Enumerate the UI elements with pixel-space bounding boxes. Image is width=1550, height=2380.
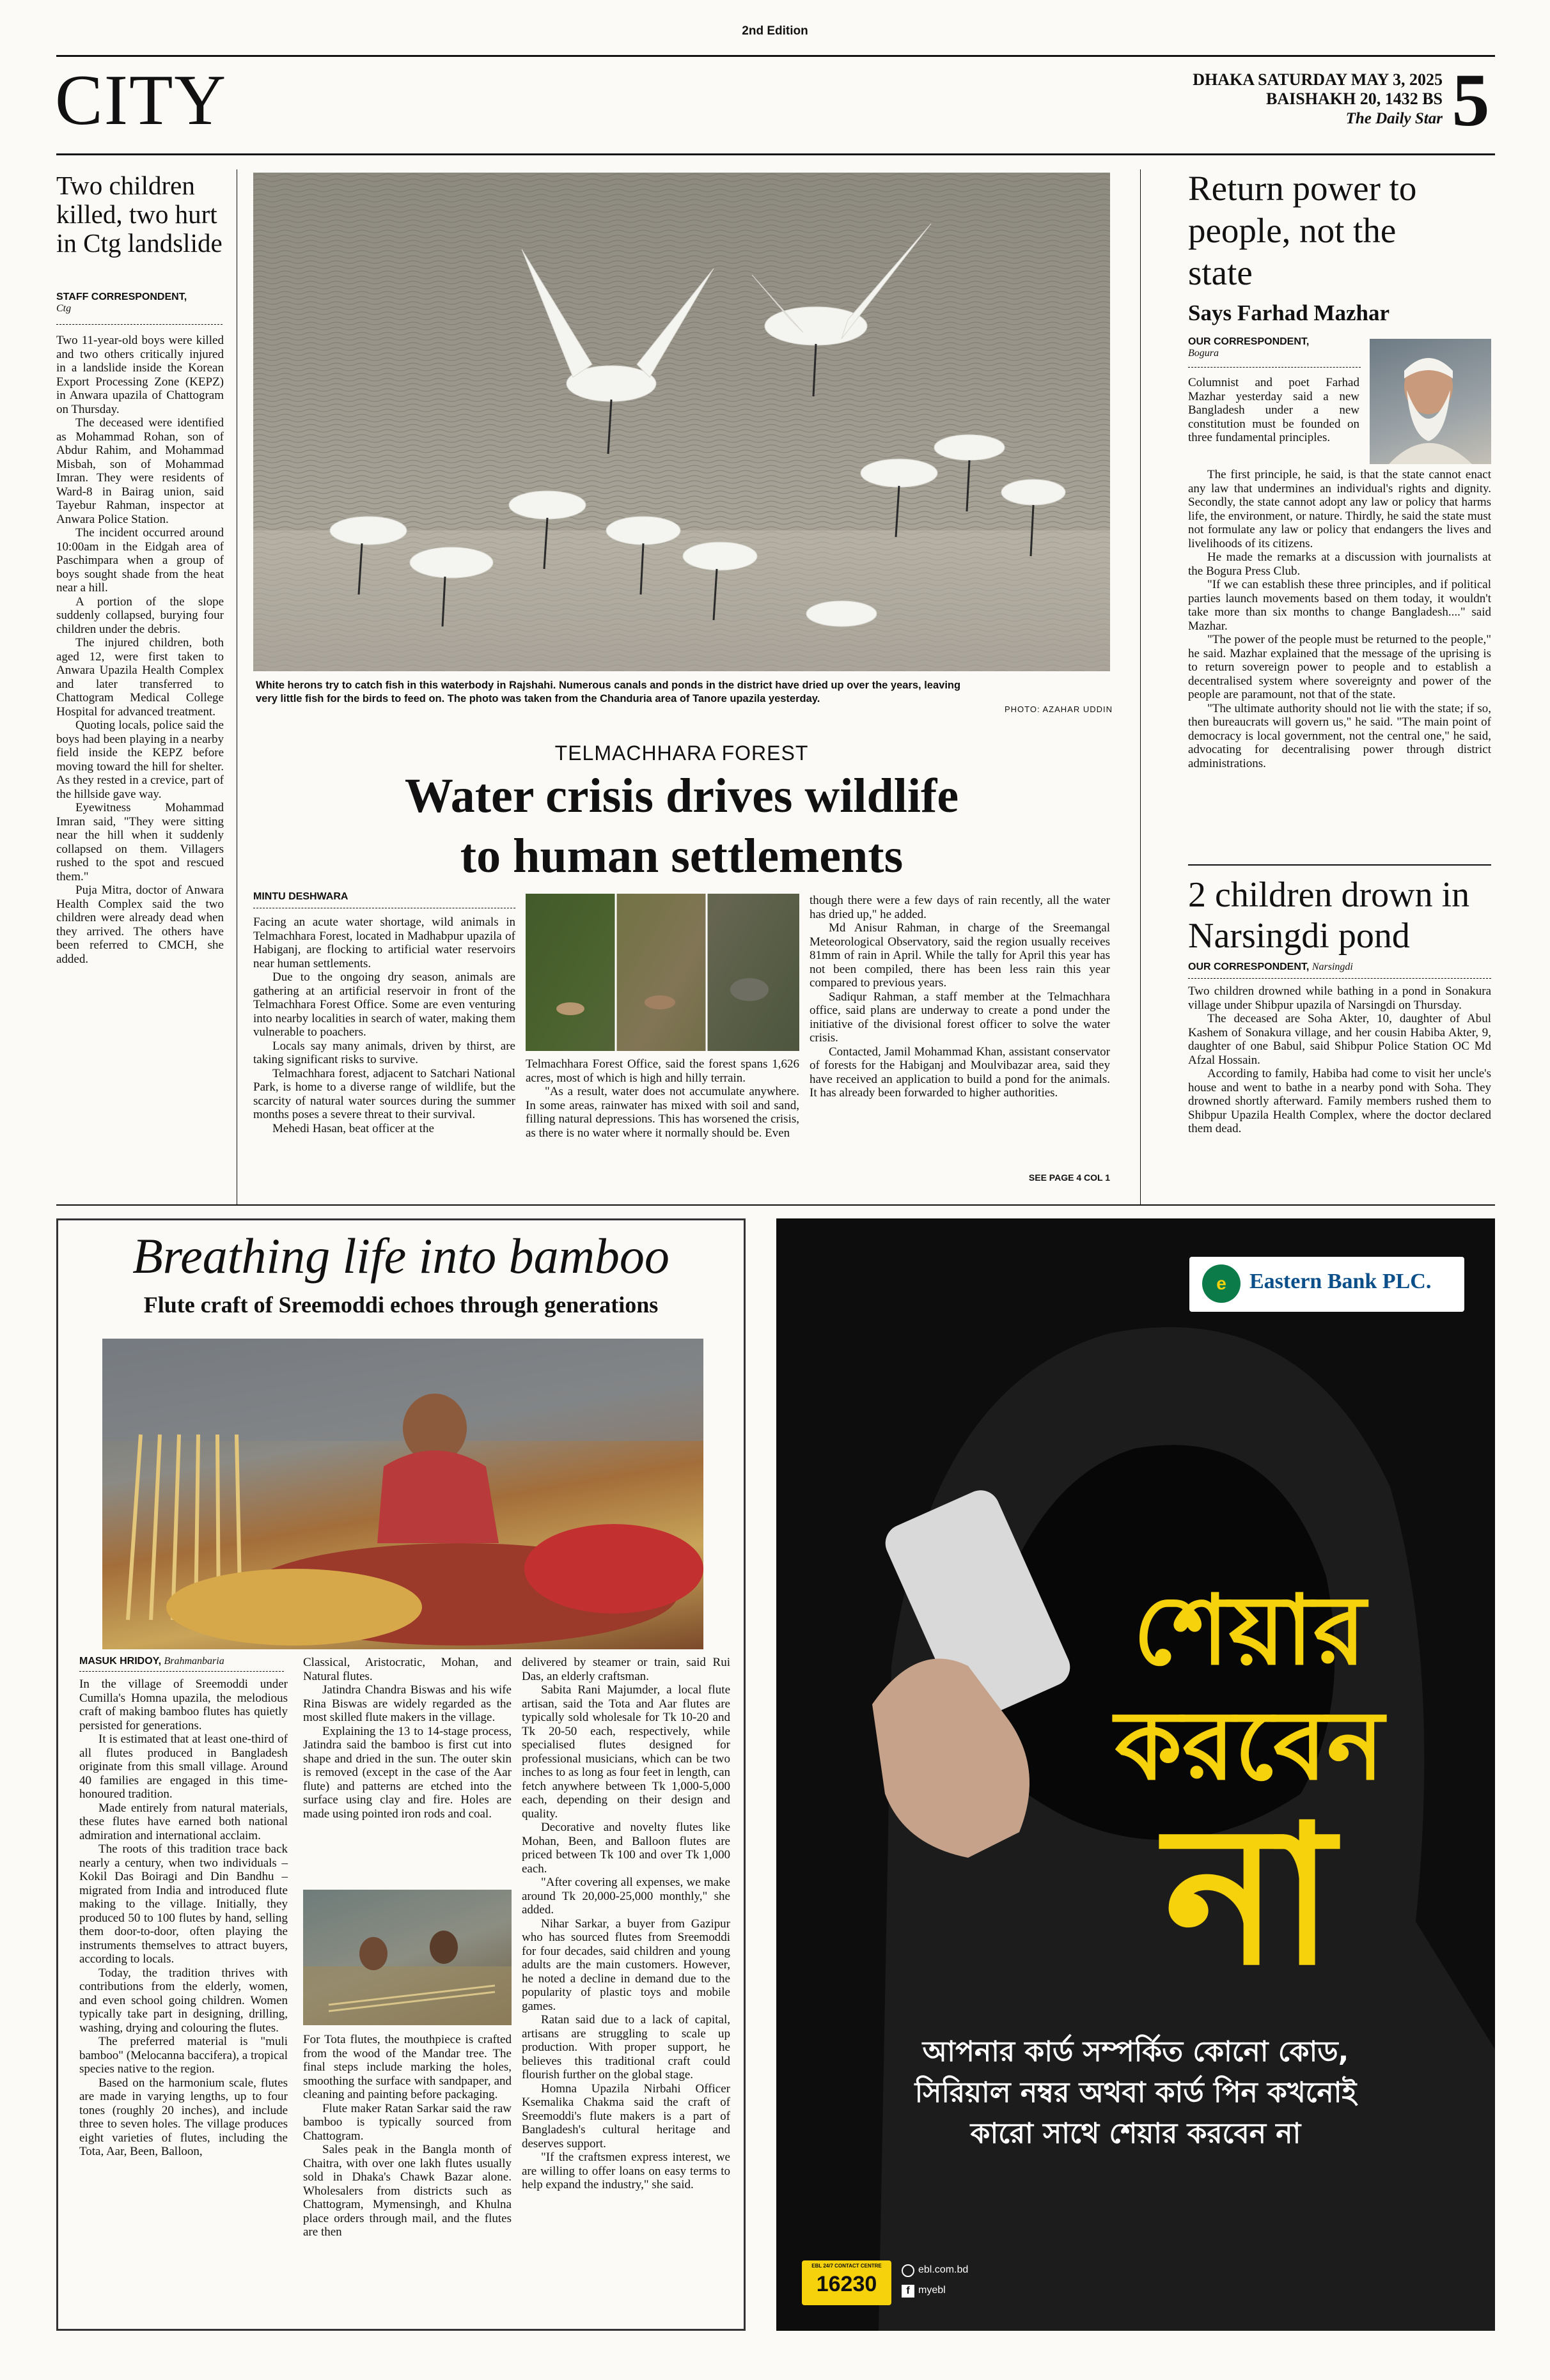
paper-logo: The Daily Star — [1345, 110, 1443, 127]
paragraph: "The ultimate authority should not lie with the state; if so, then bureaucrats will govern us," he said. "The main point of democracy is local government, not the central one," he said, advocating for decentralising power through district administrations. — [1188, 701, 1491, 770]
paragraph: The roots of this tradition trace back nearly a century, when two individuals – Kokil Das Boiragi and Din Bandhu – migrated from India and introduced flute making to the village. Initially, they produced 50 to 100 flutes by hand, selling them door-to-door, often playing the instruments themselves to attract buyers, according to locals. — [79, 1842, 288, 1966]
heron-illustration — [253, 173, 1110, 671]
mid-page-rule — [56, 1204, 1495, 1206]
ebl-ad — [776, 1218, 1495, 2331]
narsingdi-byline-rule — [1188, 978, 1491, 979]
edition-label: 2nd Edition — [742, 24, 808, 38]
bamboo-col1 — [79, 1677, 288, 2159]
paragraph: The first principle, he said, is that the state cannot enact any law that undermines an individual's rights and dignity. Secondly, the state cannot adopt any law or policy that harms life, the environment, or nature. Thirdly, he said the state must not formulate any law or policy that endangers the lives and livelihoods of its citizens. — [1188, 468, 1491, 550]
bamboo-byline: MASUK HRIDOY, Brahmanbaria — [79, 1656, 224, 1667]
water-byline: MINTU DESHWARA — [253, 891, 348, 902]
paragraph: In the village of Sreemoddi under Cumilla's Homna upazila, the melodious craft of making bamboo flutes has quietly persisted for generations. — [79, 1677, 288, 1732]
bamboo-col3 — [522, 1656, 730, 2192]
dateline: DHAKA SATURDAY MAY 3, 2025 — [1193, 70, 1443, 89]
paragraph: The preferred material is "muli bamboo" (Melocanna baccifera), a tropical species native to the region. — [79, 2035, 288, 2076]
narsingdi-byline: OUR CORRESPONDENT, Narsingdi — [1188, 961, 1353, 972]
paragraph: Telmachhara forest, adjacent to Satchari National Park, is home to a diverse range of wildlife, but the scarcity of natural water sources during the summer months poses a severe threat to their survival. — [253, 1066, 515, 1121]
paragraph: He made the remarks at a discussion with journalists at the Bogura Press Club. — [1188, 550, 1491, 578]
landslide-body — [56, 334, 224, 966]
ad-body-line3: কারো সাথে শেয়ার করবেন না — [970, 2117, 1301, 2150]
narsingdi-body — [1188, 984, 1491, 1136]
wildlife-illustration — [526, 894, 799, 1051]
paragraph: Facing an acute water shortage, wild animals in Telmachhara Forest, located in Madhabpur upazila of Habiganj, are flocking to artificial water reservoirs near human settlements. — [253, 915, 515, 970]
ad-headline-line3: না — [1164, 1784, 1335, 2007]
paragraph: Jatindra Chandra Biswas and his wife Rina Biswas are widely regarded as the most skilled flute makers in the village. — [303, 1683, 512, 1724]
mazhar-headline: Return power to people, not the state — [1188, 169, 1417, 292]
paragraph: The incident occurred around 10:00am in the Eidgah area of Paschimpara when a group of boys sought shade from the heat near a hill. — [56, 526, 224, 595]
hotline-label: EBL 24/7 CONTACT CENTRE — [811, 2263, 882, 2269]
flute-maker-photo — [102, 1339, 703, 1649]
paragraph: Made entirely from natural materials, these flutes have earned both national admiration and international acclaim. — [79, 1801, 288, 1842]
hotline-number: 16230 — [816, 2272, 877, 2296]
paragraph: The injured children, both aged 12, were first taken to Anwara Upazila Health Complex and later transferred to Chattogram Medical College Hospital for advanced treatment. — [56, 636, 224, 719]
paragraph: Two 11-year-old boys were killed and two others critically injured in a landslide inside the Korean Export Processing Zone (KEPZ) in Anwara upazila of Chattogram on Thursday. — [56, 334, 224, 416]
paragraph: Nihar Sarkar, a buyer from Gazipur who has sourced flutes from Sreemoddi for four decades, said children and young adults are the main customers. However, he noted a decline in demand due to the popularity of plastic toys and mobile games. — [522, 1917, 730, 2013]
paragraph: Flute maker Ratan Sarkar said the raw bamboo is typically sourced from Chattogram. — [303, 2101, 512, 2143]
narsingdi-headline: 2 children drown in Narsingdi pond — [1188, 875, 1470, 956]
paragraph: A portion of the slope suddenly collapsed, burying four children under the debris. — [56, 595, 224, 636]
water-col1 — [253, 915, 515, 1135]
workshop-illustration — [303, 1890, 512, 2025]
ad-headline-line2: করবেন — [1115, 1690, 1384, 1801]
paragraph: The deceased are Soha Akter, 10, daughter of Abul Kashem of Sonakura village, and her cousin Habiba Akter, 9, daughter of one Babul, said Shibpur Police Station OC Md Afzal Hossain. — [1188, 1012, 1491, 1067]
paragraph: "As a result, water does not accumulate anywhere. In some areas, rainwater has mixed with soil and sand, filling natural depressions. This has worsened the crisis, as there is no water where it normally should be. Even — [526, 1085, 799, 1140]
heron-photo — [253, 173, 1110, 671]
paragraph: Homna Upazila Nirbahi Officer Ksemalika Chakma said the craft of Sreemoddi's flute makers is a part of Bangladesh's cultural heritage and deserves support. — [522, 2081, 730, 2151]
paragraph: Decorative and novelty flutes like Mohan, Been, and Balloon flutes are priced between Tk 100 and over Tk 1,000 each. — [522, 1821, 730, 1876]
bamboo-col2b — [303, 2033, 512, 2239]
paragraph: "If the craftsmen express interest, we are willing to offer loans on easy terms to help expand the industry," she said. — [522, 2151, 730, 2191]
water-col2 — [526, 1057, 799, 1140]
paragraph: Md Anisur Rahman, in charge of the Sreemangal Meteorological Observatory, said the region usually receives 81mm of rain in April. While the tally for April this year has not been compiled, there has been less rain this year compared to previous years. — [810, 921, 1110, 990]
water-col3 — [810, 894, 1110, 1100]
paragraph: For Tota flutes, the mouthpiece is crafted from the wood of the Mandar tree. The final steps include marking the holes, smoothing the surface with sandpaper, and cleaning and painting before packaging. — [303, 2033, 512, 2101]
landslide-byline-rule — [56, 323, 223, 325]
paragraph: Telmachhara Forest Office, said the forest spans 1,626 acres, most of which is high and hilly terrain. — [526, 1057, 799, 1085]
paragraph: though there were a few days of rain recently, all the water has dried up," he added. — [810, 894, 1110, 921]
ad-body-line1: আপনার কার্ড সম্পর্কিত কোনো কোড, — [922, 2035, 1349, 2068]
heron-credit: PHOTO: AZAHAR UDDIN — [1004, 704, 1113, 714]
landslide-byline: STAFF CORRESPONDENT, Ctg — [56, 292, 187, 314]
col-divider-right — [1140, 169, 1141, 1205]
mazhar-body — [1188, 468, 1491, 770]
ad-body-line2: সিরিয়াল নম্বর অথবা কার্ড পিন কখনোই — [914, 2076, 1357, 2109]
masthead-top-rule — [56, 55, 1495, 57]
ad-headline-line1: শেয়ার — [1133, 1575, 1366, 1686]
paragraph: Classical, Aristocratic, Mohan, and Natural flutes. — [303, 1656, 512, 1683]
paragraph: Two children drowned while bathing in a pond in Sonakura village under Shibpur upazila of Narsingdi on Thursday. — [1188, 984, 1491, 1012]
wildlife-photo — [526, 894, 799, 1051]
paragraph: Explaining the 13 to 14-stage process, Jatindra said the bamboo is first cut into shape and dried in the sun. The outer skin is removed (except in the case of the Aar flute) and patterns are etched into the surface using clay and fire. Holes are made using pointed iron rods and coal. — [303, 1724, 512, 1821]
paragraph: Quoting locals, police said the boys had been playing in a nearby field inside the KEPZ before moving toward the hill for shelter. As they rested in a crevice, part of the hillside gave way. — [56, 719, 224, 801]
ebl-logo-icon: e — [1202, 1264, 1241, 1303]
paragraph: Due to the ongoing dry season, animals are gathering at an artificial reservoir in front of the Telmachhara Forest Office. Some are even venturing into nearby localities in search of water, making them vulnerable to poachers. — [253, 970, 515, 1039]
masthead-bottom-rule — [56, 153, 1495, 155]
paragraph: Ratan said due to a lack of capital, artisans are struggling to scale up production. With proper support, he believes this traditional craft could flourish further on the global stage. — [522, 2013, 730, 2081]
paragraph: Mehedi Hasan, beat officer at the — [272, 1121, 434, 1135]
ebl-brand-name: Eastern Bank PLC. — [1249, 1270, 1432, 1293]
mazhar-portrait — [1370, 339, 1491, 464]
mazhar-byline-rule — [1188, 367, 1361, 368]
bangla-date: BAISHAKH 20, 1432 BS — [1266, 89, 1443, 108]
landslide-headline: Two children killed, two hurt in Ctg landslide — [56, 171, 223, 258]
water-headline-line1: Water crisis drives wildlife — [404, 769, 959, 823]
paragraph: It is estimated that at least one-third of all flutes produced in Bangladesh originate from this small village. Around 40 families are engaged in this time-honoured tradition. — [79, 1732, 288, 1801]
portrait-illustration — [1370, 339, 1491, 464]
ad-website: ebl.com.bd — [918, 2264, 969, 2275]
bamboo-headline: Breathing life into bamboo — [132, 1228, 669, 1284]
mazhar-intro: Columnist and poet Farhad Mazhar yesterday said a new Bangladesh under a new constitution must be founded on three fundamental principles. — [1188, 376, 1359, 444]
bamboo-subhead: Flute craft of Sreemoddi echoes through generations — [143, 1292, 659, 1318]
paragraph: Sabita Rani Majumder, a local flute artisan, said the Tota and Aar flutes are typically sold wholesale for Tk 10-20 and Tk 20-50 each, respectively, while specialised flutes designed for professional musicians, which can be two inches to as long as four feet in length, can fetch anywhere between Tk 1,000-5,000 each, depending on their design and quality. — [522, 1683, 730, 1821]
paragraph: According to family, Habiba had come to visit her uncle's house and went to bathe in a nearby pond with Soha. They drowned shortly afterward. Family members rushed them to Shibpur Upazila Health Complex, where the doctor declared them dead. — [1188, 1067, 1491, 1135]
mazhar-subhead: Says Farhad Mazhar — [1188, 300, 1390, 325]
mazhar-byline: OUR CORRESPONDENT, Bogura — [1188, 336, 1310, 359]
paragraph: Puja Mitra, doctor of Anwara Health Complex said the two children were already dead when they arrived. The others have been referred to CMCH, she added. — [56, 883, 224, 966]
water-kicker: TELMACHHARA FOREST — [554, 742, 809, 765]
paragraph: Sadiqur Rahman, a staff member at the Telmachhara office, said plans are underway to create a pond under the initiative of the divisional forest officer to solve the water crisis. — [810, 990, 1110, 1045]
paragraph: Contacted, Jamil Mohammad Khan, assistant conservator of forests for the Habiganj and Moulvibazar area, said they have received an application to build a pond for the animals. It has already been forwarded to higher authorities. — [810, 1045, 1110, 1100]
paragraph: Based on the harmonium scale, flutes are made in varying lengths, up to four tones (roughly 20 inches), and include three to seven holes. The village produces eight varieties of flutes, including the Tota, Aar, Been, Balloon, — [79, 2076, 288, 2158]
ad-social: myebl — [918, 2285, 946, 2296]
paragraph: "The power of the people must be returned to the people," he said. Mazhar explained that the message of the uprising is to return sovereign power to people and to establish a decentralised system where sovereignty and power of the people are paramount, not that of the state. — [1188, 633, 1491, 701]
paragraph: Today, the tradition thrives with contributions from the elderly, women, and even school going children. Women typically take part in designing, drilling, washing, drying and colouring the flutes. — [79, 1966, 288, 2035]
paragraph: Eyewitness Mohammad Imran said, "They were sitting near the hill when it suddenly collapsed on them. Villagers rushed to the spot and rescued them." — [56, 801, 224, 883]
paragraph: The deceased were identified as Mohammad Rohan, son of Abdur Rahim, and Mohammad Misbah, son of Mohammad Imran. They were residents of Ward-8 in Bairag union, said Tayebur Rahman, inspector at Anwara Police Station. — [56, 416, 224, 526]
flute-illustration — [102, 1339, 703, 1649]
paragraph: "If we can establish these three principles, and if political parties launch movements based on them today, it wouldn't take more than six months to change Bangladesh...." said Mazhar. — [1188, 578, 1491, 633]
globe-icon — [902, 2264, 914, 2277]
paragraph: Locals say many animals, driven by thirst, are taking significant risks to survive. — [253, 1039, 515, 1066]
paragraph: Sales peak in the Bangla month of Chaitra, with over one lakh flutes usually sold in Dhaka's Chawk Bazar alone. Wholesalers from districts such as Chattogram, Mymensingh, and Khulna place orders through mail, and the flutes are then — [303, 2143, 512, 2239]
water-headline-line2: to human settlements — [460, 829, 904, 883]
water-jump: SEE PAGE 4 COL 1 — [1028, 1172, 1110, 1183]
page-number: 5 — [1452, 58, 1490, 142]
heron-caption: White herons try to catch fish in this waterbody in Rajshahi. Numerous canals and ponds in the district have dried up over the years, leaving very little fish for the birds to feed on. The photo was taken from the Chanduria area of Tanore upazila yesterday. — [256, 680, 961, 704]
bamboo-byline-rule — [79, 1671, 284, 1672]
facebook-icon: f — [902, 2285, 914, 2298]
paragraph: delivered by steamer or train, said Rui Das, an elderly craftsman. — [522, 1656, 730, 1683]
section-title: CITY — [55, 61, 228, 140]
flute-workshop-photo — [303, 1890, 512, 2025]
bamboo-col2a — [303, 1656, 512, 1821]
mazhar-divider — [1188, 864, 1491, 866]
paragraph: "After covering all expenses, we make around Tk 20,000-25,000 monthly," she added. — [522, 1876, 730, 1917]
